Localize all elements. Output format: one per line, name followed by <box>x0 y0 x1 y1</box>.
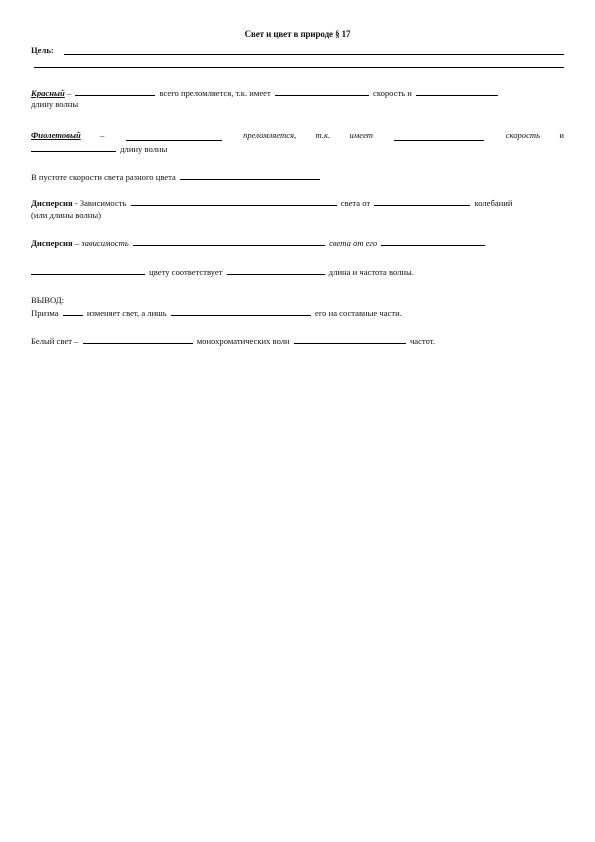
dispersion-text-2: света от <box>340 198 371 208</box>
dispersion-term-1: Дисперсия <box>31 198 73 208</box>
conclusion-label-row <box>31 294 564 306</box>
vacuum-text: В пустоте скорости света разного цвета <box>31 172 176 182</box>
white-text-3: частот. <box>409 336 436 346</box>
violet-blank-1[interactable] <box>126 131 222 141</box>
conclusion-text-3: его на составные части. <box>315 308 402 318</box>
dispersion2-row <box>31 236 564 248</box>
color-row <box>31 265 564 277</box>
violet-text-6: длину волны <box>120 144 168 154</box>
conclusion-text-1: Призма <box>31 308 59 318</box>
violet-text-4: скорость <box>505 130 541 140</box>
conclusion-text-2: изменяет свет, а лишь <box>86 308 167 318</box>
red-row-2 <box>31 98 564 110</box>
vacuum-row <box>31 170 564 182</box>
dispersion2-blank-1[interactable] <box>133 236 325 246</box>
violet-blank-2[interactable] <box>394 131 484 141</box>
dispersion2-blank-2[interactable] <box>381 236 485 246</box>
vacuum-blank[interactable] <box>180 170 320 180</box>
violet-text-5: и <box>559 130 564 140</box>
red-blank-1[interactable] <box>75 86 155 96</box>
red-term: Красный <box>31 88 65 98</box>
violet-dash: – <box>100 130 105 140</box>
red-text-3: длину волны <box>31 99 79 109</box>
violet-blank-3[interactable] <box>31 142 116 152</box>
red-blank-2[interactable] <box>275 86 369 96</box>
worksheet-title: Свет и цвет в природе § 17 <box>244 29 351 39</box>
goal-label: Цель: <box>31 45 54 55</box>
conclusion-blank-2[interactable] <box>171 306 311 316</box>
dispersion-text-4: (или длины волны) <box>31 210 101 220</box>
conclusion-blank-1[interactable] <box>63 306 83 316</box>
violet-text-1: преломляется, <box>243 130 297 140</box>
violet-text-2: т.к. <box>315 130 331 140</box>
dispersion-term-2: Дисперсия <box>31 238 73 248</box>
white-light-row <box>31 334 564 346</box>
red-dash: – <box>64 88 74 98</box>
white-blank-2[interactable] <box>294 334 406 344</box>
white-text-2: монохроматических волн <box>196 336 290 346</box>
dispersion2-text-1: – зависимость <box>72 238 129 248</box>
red-blank-3[interactable] <box>416 86 498 96</box>
white-blank-1[interactable] <box>83 334 193 344</box>
violet-term: Фиолетовый <box>31 130 81 140</box>
red-row-1 <box>31 86 564 98</box>
violet-row-2 <box>31 142 564 154</box>
white-text-1: Белый свет – <box>31 336 79 346</box>
dispersion-row-2 <box>31 209 564 221</box>
violet-text-3: имеет <box>349 130 374 140</box>
dispersion-text-3: колебаний <box>474 198 513 208</box>
dispersion-blank-2[interactable] <box>374 196 470 206</box>
color-blank-2[interactable] <box>227 265 325 275</box>
dispersion-row-1 <box>31 196 564 208</box>
color-blank-1[interactable] <box>31 265 145 275</box>
dispersion-blank-1[interactable] <box>131 196 337 206</box>
dispersion-text-1: - Зависимость <box>72 198 127 208</box>
color-text-2: длина и частота волны. <box>328 267 414 277</box>
conclusion-label: ВЫВОД: <box>31 295 64 305</box>
red-text-2: скорость и <box>373 88 412 98</box>
goal-blank-2[interactable] <box>34 67 564 68</box>
goal-blank-1[interactable] <box>64 54 564 55</box>
dispersion2-text-2: света от его <box>329 238 378 248</box>
color-text-1: цвету соответствует <box>149 267 223 277</box>
conclusion-row <box>31 306 564 318</box>
red-text-1: всего преломляется, т.к. имеет <box>159 88 271 98</box>
violet-row-1 <box>31 129 564 141</box>
